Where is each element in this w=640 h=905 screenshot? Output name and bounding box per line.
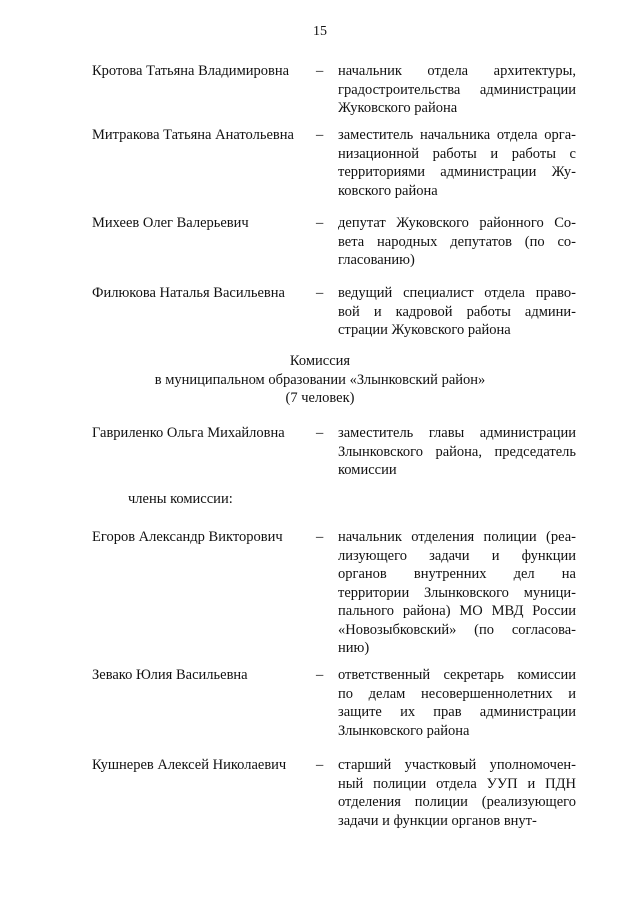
role-line: вета народных депутатов (по со- xyxy=(338,233,576,250)
person-role xyxy=(338,214,576,270)
dash-separator: – xyxy=(316,757,324,773)
dash-separator: – xyxy=(316,285,324,301)
role-line: «Новозыбковский» (по согласова- xyxy=(338,621,576,638)
role-line: градостроительства администрации xyxy=(338,81,576,98)
role-line: начальник отдела архитектуры, xyxy=(338,63,576,79)
role-line: пального района) МО МВД России xyxy=(338,603,576,619)
role-line: органов внутренних дел на xyxy=(338,566,576,582)
person-name: Егоров Александр Викторович xyxy=(92,529,283,545)
role-line: старший участковый уполномочен- xyxy=(338,757,576,773)
person-role xyxy=(338,666,576,740)
role-line: территории Злынковского муници- xyxy=(338,584,576,601)
role-line: ковского района xyxy=(338,182,438,199)
role-line: депутат Жуковского районного Со- xyxy=(338,215,576,231)
role-line: по делам несовершеннолетних и xyxy=(338,685,576,702)
role-line: защите их прав администрации xyxy=(338,704,576,720)
role-line: Жуковского района xyxy=(338,100,458,116)
role-line: Злынковского района xyxy=(338,722,470,739)
dash-separator: – xyxy=(316,425,324,441)
dash-separator: – xyxy=(316,529,324,545)
role-line: задачи и функции органов внут- xyxy=(338,812,537,829)
commission-heading xyxy=(0,352,640,408)
role-line: нию) xyxy=(338,640,370,656)
commission-count: (7 человек) xyxy=(285,390,355,406)
person-role xyxy=(338,284,576,340)
page-number: 15 xyxy=(313,24,327,39)
person-role xyxy=(338,424,576,480)
role-line: вой и кадровой работы админи- xyxy=(338,303,576,320)
role-line: страции Жуковского района xyxy=(338,322,511,338)
person-name: Зевако Юлия Васильевна xyxy=(92,667,248,683)
person-name: Митракова Татьяна Анатольевна xyxy=(92,127,294,143)
members-label: члены комиссии: xyxy=(128,491,233,507)
person-role xyxy=(338,126,576,200)
person-name: Кротова Татьяна Владимировна xyxy=(92,63,290,79)
dash-separator: – xyxy=(316,215,324,231)
role-line: Злынковского района, председатель xyxy=(338,443,576,460)
person-role xyxy=(338,528,576,658)
person-name: Кушнерев Алексей Николаевич xyxy=(92,757,287,773)
dash-separator: – xyxy=(316,127,324,143)
person-name: Михеев Олег Валерьевич xyxy=(92,215,249,231)
person-role xyxy=(338,62,576,118)
role-line: низационной работы и работы с xyxy=(338,145,576,162)
dash-separator: – xyxy=(316,63,324,79)
role-line: гласованию) xyxy=(338,252,415,268)
person-name: Филюкова Наталья Васильевна xyxy=(92,285,285,301)
commission-title: Комиссия xyxy=(289,353,351,369)
role-line: заместитель главы администрации xyxy=(338,425,576,441)
role-line: заместитель начальника отдела орга- xyxy=(338,127,576,143)
role-line: ведущий специалист отдела право- xyxy=(338,285,576,301)
role-line: лизующего задачи и функции xyxy=(338,547,576,564)
role-line: ный полиции отдела УУП и ПДН xyxy=(338,775,576,792)
role-line: комиссии xyxy=(338,462,397,478)
role-line: ответственный секретарь комиссии xyxy=(338,667,576,683)
role-line: начальник отделения полиции (реа- xyxy=(338,529,576,545)
person-role xyxy=(338,756,576,830)
person-name: Гавриленко Ольга Михайловна xyxy=(92,425,285,441)
commission-subtitle: в муниципальном образовании «Злынковский район» xyxy=(154,371,486,388)
dash-separator: – xyxy=(316,667,324,683)
role-line: отделения полиции (реализующего xyxy=(338,794,576,810)
role-line: территориями администрации Жу- xyxy=(338,164,576,180)
